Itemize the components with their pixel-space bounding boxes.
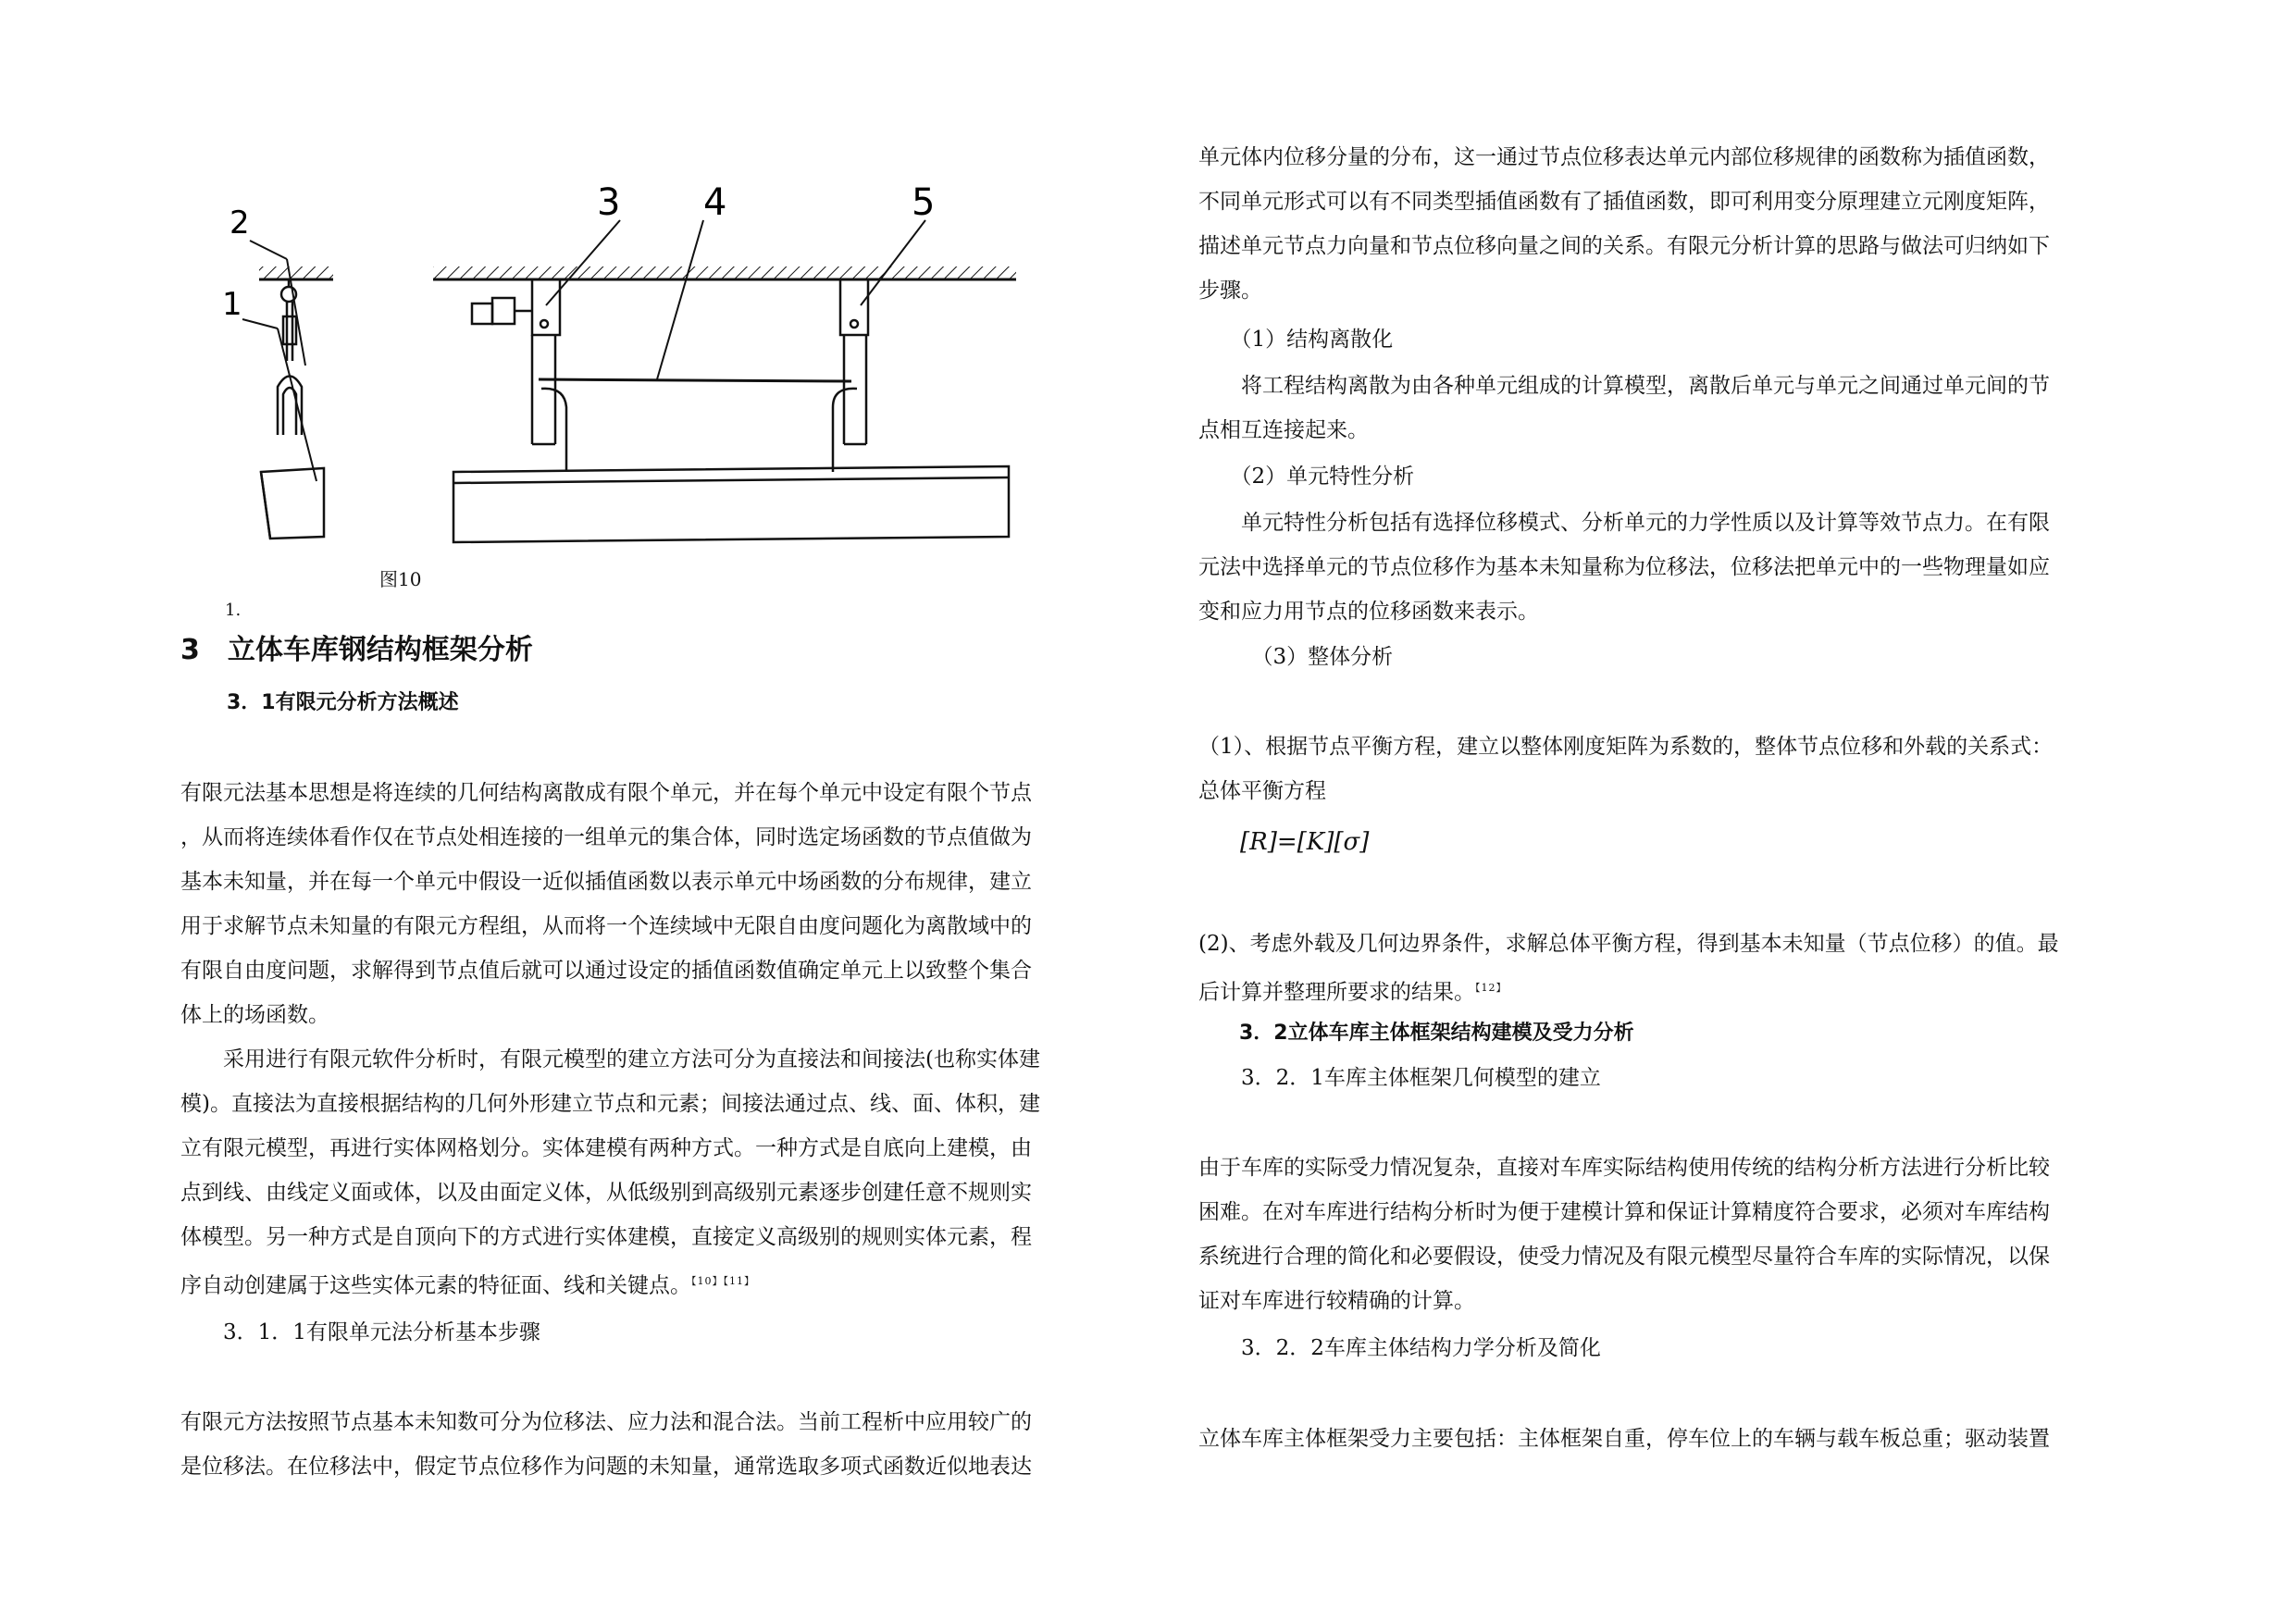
step2-line: 单元特性分析包括有选择位移模式、分析单元的力学性质以及计算等效节点力。在有限: [1198, 511, 2050, 535]
para3-line: 有限元方法按照节点基本未知数可分为位移法、应力法和混合法。当前工程析中应用较广的: [180, 1410, 1032, 1434]
subsection-3-1-1: 3．1．1有限单元法分析基本步骤: [180, 1320, 540, 1344]
para1-line: ，从而将连续体看作仅在节点处相连接的一组单元的集合体，同时选定场函数的节点值做为: [180, 825, 1032, 849]
step3-heading: （3）整体分析: [1198, 645, 1394, 669]
r-para1-line: 描述单元节点力向量和节点位移向量之间的关系。有限元分析计算的思路与做法可归纳如下: [1198, 234, 2050, 258]
para2-line: 点到线、由线定义面或体，以及由面定义体，从低级别到高级别元素逐步创建任意不规则实: [180, 1181, 1032, 1205]
right-bracket: [833, 279, 868, 472]
para1-line: 体上的场函数。: [180, 1003, 329, 1027]
subsection-heading-3-1: 3．1有限元分析方法概述: [227, 691, 459, 714]
main-ceiling: [433, 266, 1016, 279]
para321-line: 系统进行合理的简化和必要假设，使受力情况及有限元模型尽量符合车库的实际情况，以保: [1198, 1245, 2050, 1269]
step3-line: （1）、根据节点平衡方程，建立以整体刚度矩阵为系数的，整体节点位移和外载的关系式：: [1198, 735, 2054, 759]
label-2: 2: [230, 204, 250, 242]
step2-heading: （2）单元特性分析: [1198, 465, 1415, 489]
para2-line: 立有限元模型，再进行实体网格划分。实体建模有两种方式。一种方式是自底向上建模，由: [180, 1136, 1032, 1160]
step2-line: 变和应力用节点的位移函数来表示。: [1198, 600, 1539, 624]
para2-line: 体模型。另一种方式是自顶向下的方式进行实体建模，直接定义高级别的规则实体元素，程: [180, 1225, 1032, 1249]
step3-line-2: (2)、考虑外载及几何边界条件，求解总体平衡方程，得到基本未知量（节点位移）的值。最: [1198, 932, 2059, 956]
label-1: 1: [222, 286, 242, 323]
list-marker: 1.: [225, 601, 242, 620]
subsection-heading-3-2: 3．2立体车库主体框架结构建模及受力分析: [1198, 1022, 1634, 1045]
para2-line: [180, 1268, 755, 1300]
step1-line: 点相互连接起来。: [1198, 418, 1369, 442]
para2-line: 采用进行有限元软件分析时，有限元模型的建立方法可分为直接法和间接法(也称实体建: [180, 1047, 1040, 1072]
left-hanger: [261, 279, 324, 539]
para1-line: 用于求解节点未知量的有限元方程组，从而将一个连续域中无限自由度问题化为离散域中的: [180, 914, 1032, 938]
para321-line: 证对车库进行较精确的计算。: [1198, 1289, 1475, 1313]
label-3: 3: [597, 181, 621, 224]
para321-line: 困难。在对车库进行结构分析时为便于建模计算和保证计算精度符合要求，必须对车库结构: [1198, 1200, 2050, 1224]
r-para1-line: 步骤。: [1198, 279, 1262, 303]
leader-lines: [242, 220, 925, 481]
label-4: 4: [703, 181, 727, 224]
step2-line: 元法中选择单元的节点位移作为基本未知量称为位移法，位移法把单元中的一些物理量如应: [1198, 555, 2050, 579]
left-bracket: [532, 279, 566, 472]
para2-line: 模)。直接法为直接根据结构的几何外形建立节点和元素；间接法通过点、线、面、体积，建: [180, 1092, 1040, 1116]
section-heading: 3 立体车库钢结构框架分析: [180, 634, 533, 666]
para1-line: 有限自由度问题，求解得到节点值后就可以通过设定的插值函数值确定单元上以致整个集合: [180, 959, 1032, 983]
step3-line: 总体平衡方程: [1198, 779, 1326, 803]
left-ceiling: [259, 266, 333, 279]
para322-line: 立体车库主体框架受力主要包括：主体框架自重，停车位上的车辆与载车板总重；驱动装置: [1198, 1427, 2050, 1451]
citation-10-11: 【10】【11】: [691, 1275, 755, 1287]
step1-line: 将工程结构离散为由各种单元组成的计算模型，离散后单元与单元之间通过单元间的节: [1198, 374, 2050, 398]
para1-line: 有限元法基本思想是将连续的几何结构离散成有限个单元，并在每个单元中设定有限个节点: [180, 781, 1032, 805]
r-para1-line: 单元体内位移分量的分布，这一通过节点位移表达单元内部位移规律的函数称为插值函数，: [1198, 145, 2050, 169]
motor: [472, 298, 532, 324]
para321-line: 由于车库的实际受力情况复杂，直接对车库实际结构使用传统的结构分析方法进行分析比较: [1198, 1156, 2050, 1180]
label-5: 5: [912, 181, 936, 224]
step3-last-text: 后计算并整理所要求的结果。: [1198, 980, 1475, 1005]
figure-caption: 图10: [379, 568, 422, 590]
step1-heading: （1）结构离散化: [1198, 328, 1394, 352]
subsection-3-2-1: 3．2．1车库主体框架几何模型的建立: [1198, 1066, 1601, 1090]
rail: [539, 379, 851, 381]
para3-line: 是位移法。在位移法中，假定节点位移作为问题的未知量，通常选取多项式函数近似地表达: [180, 1455, 1032, 1479]
r-para1-line: 不同单元形式可以有不同类型插值函数有了插值函数，即可利用变分原理建立元刚度矩阵，: [1198, 190, 2050, 214]
figure-10-drawing: [222, 176, 1027, 546]
para2-last-text: 序自动创建属于这些实体元素的特征面、线和关键点。: [180, 1273, 691, 1298]
car-body: [453, 466, 1009, 542]
step3-line-2: [1198, 974, 1508, 1007]
citation-12: 【12】: [1475, 982, 1508, 994]
equilibrium-formula: [R]=[K][σ]: [1240, 828, 1370, 856]
para1-line: 基本未知量，并在每一个单元中假设一近似插值函数以表示单元中场函数的分布规律，建立: [180, 870, 1032, 894]
subsection-3-2-2: 3．2．2车库主体结构力学分析及简化: [1198, 1336, 1601, 1360]
